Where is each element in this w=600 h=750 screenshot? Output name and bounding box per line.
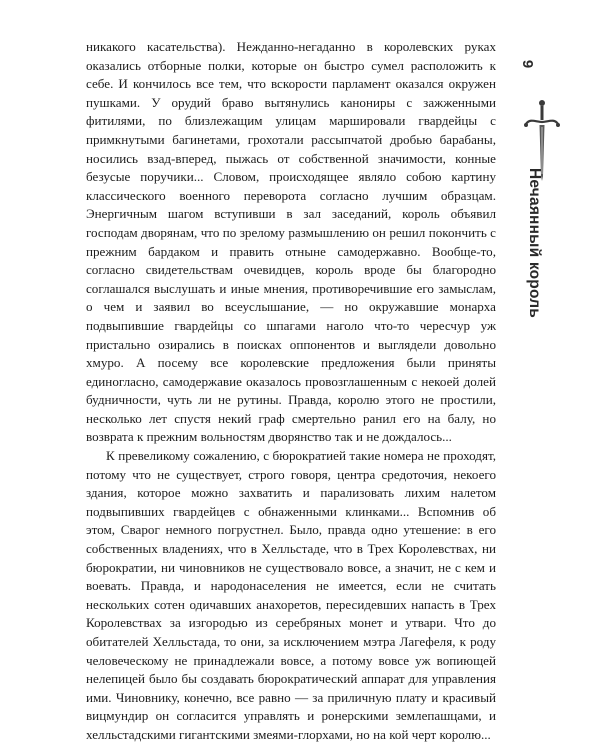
paragraph: К превеликому сожалению, с бюрократией такие номера не проходят, потому что не существует, строго говоря, центра средоточия, некоего здания, которое можно захватить и парализовать лихим налетом подвыпивших гвардейцев с обнаженными клинками... Вспомнив об этом, Сварог немного погрустнел. Было, правда одно утешение: в его собственных владениях, что в Хелльстаде, что в Трех Королевствах, ни бюрократии, ни чиновников не существовало вовсе, а значит, не с кем и воевать. Правда, и народонаселения не имеется, если не считать нескольких сотен одичавших анахоретов, пересидевших напасть в Трех Королевствах за изгородью из серебряных монет и утвари. Что до обитателей Хелльстада, то они, за исключением мэтра Лагефеля, к роду человеческому не принадлежали вовсе, а потому вовсе уж вопиющей нелепицей было бы создавать бюрократический аппарат для управления ими. Чиновнику, конечно, все равно — за приличную плату и красивый вицмундир он согласится управлять и ронерскими землепашцами, и хелльстадскими гигантскими змеями-глорхами, но на кой черт королю... (86, 448, 496, 742)
paragraph: никакого касательства). Нежданно-негаданно в королевских руках оказались отборные полки, которые он быстро сумел расположить к себе. И кончилось все тем, что вскорости парламент оказался окружен пушками. У орудий браво вытянулись канониры с зажженными фитилями, по близлежащим улицам маршировали гвардейцы с примкнутыми багинетами, грохотали рассыпчатой дробью барабаны, носились взад-вперед, пыжась от собственной значимости, конные безусые поручики... Словом, происходящее являло собою картину классического военного переворота согласно лучшим образцам. Энергичным шагом вступивши в зал заседаний, король объявил господам дворянам, что по зрелому размышлению он решил покончить с прежним бардаком и править отныне самодержавно. Вообще-то, согласно свидетельствам очевидцев, король вроде бы благородно соглашался выслушать и иные мнения, противоречившие его замыслам, о чем и заявил во всеуслышание, — но окружавшие монарха подвыпившие гвардейцы со шпагами наголо что-то чересчур уж пристально озирались в поисках оппонентов и выглядели довольно хмуро. А посему все королевские предложения были приняты единогласно, самодержавие оказалось провозглашенным с некоей долей будничности, чуть ли не рутины. Правда, королю этого не простили, несколько лет спустя некий граф смертельно ранил его на балу, но возврата к прежним вольностям дворянство так и не дождалось... (86, 39, 496, 445)
running-title: Нечаянный король (526, 167, 543, 319)
page-body (86, 38, 496, 745)
page-number: 9 (519, 59, 536, 69)
